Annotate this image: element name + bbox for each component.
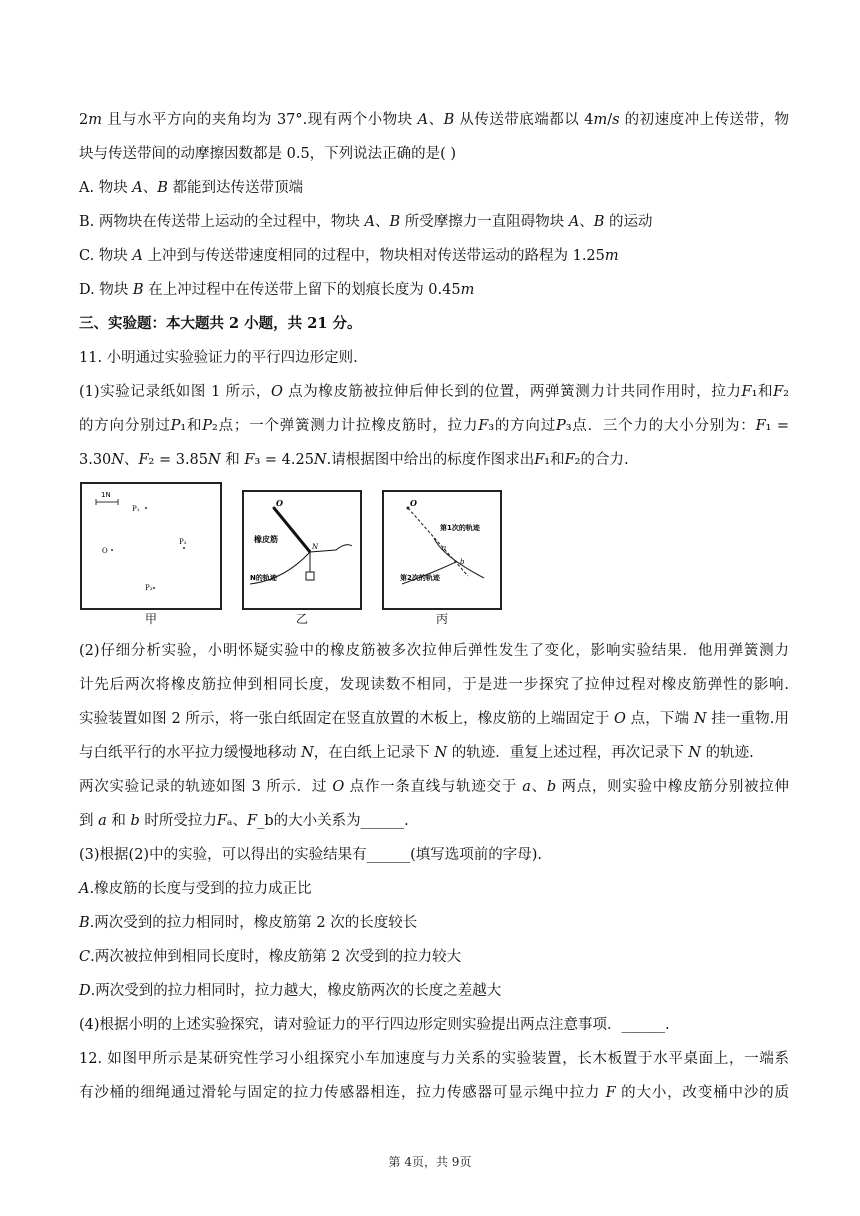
fig2-o-label: O [276, 498, 283, 508]
q11-part1-line2: 的方向分别过𝑃₁和𝑃₂点；一个弹簧测力计拉橡皮筋时，拉力𝐹₃的方向过𝑃₃点．三个力的大小分别为：𝐹₁ = [79, 418, 789, 434]
question-12-line2: 有沙桶的细绳通过滑轮与固定的拉力传感器相连，拉力传感器可显示绳中拉力 𝐹 的大小，改变桶中沙的质 [79, 1085, 789, 1101]
q11-part1-line3: 3.30𝑁、𝐹₂ = 3.85𝑁 和 𝐹₃ = 4.25𝑁.请根据图中给出的标度作图求出𝐹₁和𝐹₂的合力. [79, 452, 629, 468]
q11-part2-line3: 实验装置如图 2 所示，将一张白纸固定在竖直放置的木板上，橡皮筋的上端固定于 𝑂 点，下端 𝑁 挂一重物.用 [79, 711, 789, 727]
figure-1-caption: 甲 [144, 612, 157, 626]
fig2-rubber-band-label: 橡皮筋 [254, 535, 278, 544]
figure-1-record-paper [80, 482, 222, 610]
point-p1-label: P₁ [132, 505, 140, 513]
figure-3-trajectories [382, 490, 502, 610]
fig3-first-trajectory-label: 第1次的轨迹 [440, 524, 480, 532]
point-p3-label: P₃ [145, 584, 153, 592]
question-11-title: 11. 小明通过实验验证力的平行四边形定则. [79, 350, 358, 366]
question-12-line1: 12. 如图甲所示是某研究性学习小组探究小车加速度与力关系的实验装置，长木板置于水平桌面上，一端系 [79, 1051, 789, 1067]
q11-choice-b: 𝐵.两次受到的拉力相同时，橡皮筋第 2 次的长度较长 [79, 915, 418, 931]
q11-part2-line6: 到 𝑎 和 𝑏 时所受拉力𝐹ₐ、𝐹_b的大小关系为______. [79, 813, 409, 829]
fig2-trajectory-label: N的轨迹 [250, 574, 277, 582]
point-o-label: O [102, 547, 108, 555]
text-line-2: 块与传送带间的动摩擦因数都是 0.5，下列说法正确的是( ) [79, 146, 457, 162]
q11-choice-c: 𝐶.两次被拉伸到相同长度时，橡皮筋第 2 次受到的拉力较大 [79, 949, 462, 965]
option-c: C. 物块 𝐴 上冲到与传送带速度相同的过程中，物块相对传送带运动的路程为 1.25𝑚 [79, 248, 619, 264]
figure-2-drawing [244, 492, 360, 608]
figure-3-caption: 丙 [435, 612, 448, 626]
page-footer: 第 4页，共 9页 [388, 1155, 472, 1169]
fig3-second-trajectory-label: 第2次的轨迹 [400, 574, 440, 582]
figure-2-apparatus [242, 490, 362, 610]
fig3-a-label: a [442, 544, 447, 552]
section-heading: 三、实验题：本大题共 2 小题，共 21 分。 [79, 315, 362, 332]
fig3-b-label: b [460, 558, 465, 566]
scale-label: 1N [101, 491, 111, 499]
q11-part2-line2: 计先后两次将橡皮筋拉伸到相同长度，发现读数不相同，于是进一步探究了拉伸过程对橡皮筋弹性的影响. [79, 677, 789, 693]
q11-part3-line1: (3)根据(2)中的实验，可以得出的实验结果有______(填写选项前的字母). [79, 847, 542, 863]
experiment-figures [80, 482, 480, 632]
q11-part2-line1: (2)仔细分析实验，小明怀疑实验中的橡皮筋被多次拉伸后弹性发生了变化，影响实验结果．他用弹簧测力 [79, 643, 789, 659]
q11-part2-line5: 两次实验记录的轨迹如图 3 所示．过 𝑂 点作一条直线与轨迹交于 𝑎、𝑏 两点，则实验中橡皮筋分别被拉伸 [79, 779, 789, 795]
option-d: D. 物块 𝐵 在上冲过程中在传送带上留下的划痕长度为 0.45𝑚 [79, 282, 475, 298]
fig3-o-label: O [410, 498, 417, 508]
q11-part4: (4)根据小明的上述实验探究，请对验证力的平行四边形定则实验提出两点注意事项．______. [79, 1017, 670, 1033]
text-line-1: 2𝑚 且与水平方向的夹角均为 37°.现有两个小物块 𝐴、𝐵 从传送带底端都以 4𝑚/𝑠 的初速度冲上传送带，物 [79, 112, 789, 128]
fig2-n-label: N [312, 543, 319, 551]
point-p2-label: P₂ [179, 538, 187, 546]
q11-part2-line4: 与白纸平行的水平拉力缓慢地移动 𝑁，在白纸上记录下 𝑁 的轨迹．重复上述过程，再次记录下 𝑁 的轨迹. [79, 745, 754, 761]
figure-1-drawing [82, 484, 220, 608]
q11-part1-line1: (1)实验记录纸如图 1 所示，𝑂 点为橡皮筋被拉伸后伸长到的位置，两弹簧测力计共同作用时，拉力𝐹₁和𝐹₂ [79, 384, 789, 400]
figure-2-caption: 乙 [295, 612, 308, 626]
option-a: A. 物块 𝐴、𝐵 都能到达传送带顶端 [79, 180, 304, 196]
q11-choice-d: 𝐷.两次受到的拉力相同时，拉力越大，橡皮筋两次的长度之差越大 [79, 983, 502, 999]
option-b: B. 两物块在传送带上运动的全过程中，物块 𝐴、𝐵 所受摩擦力一直阻碍物块 𝐴、𝐵 的运动 [79, 214, 653, 230]
figure-3-drawing [384, 492, 500, 608]
q11-choice-a: 𝐴.橡皮筋的长度与受到的拉力成正比 [79, 881, 312, 897]
